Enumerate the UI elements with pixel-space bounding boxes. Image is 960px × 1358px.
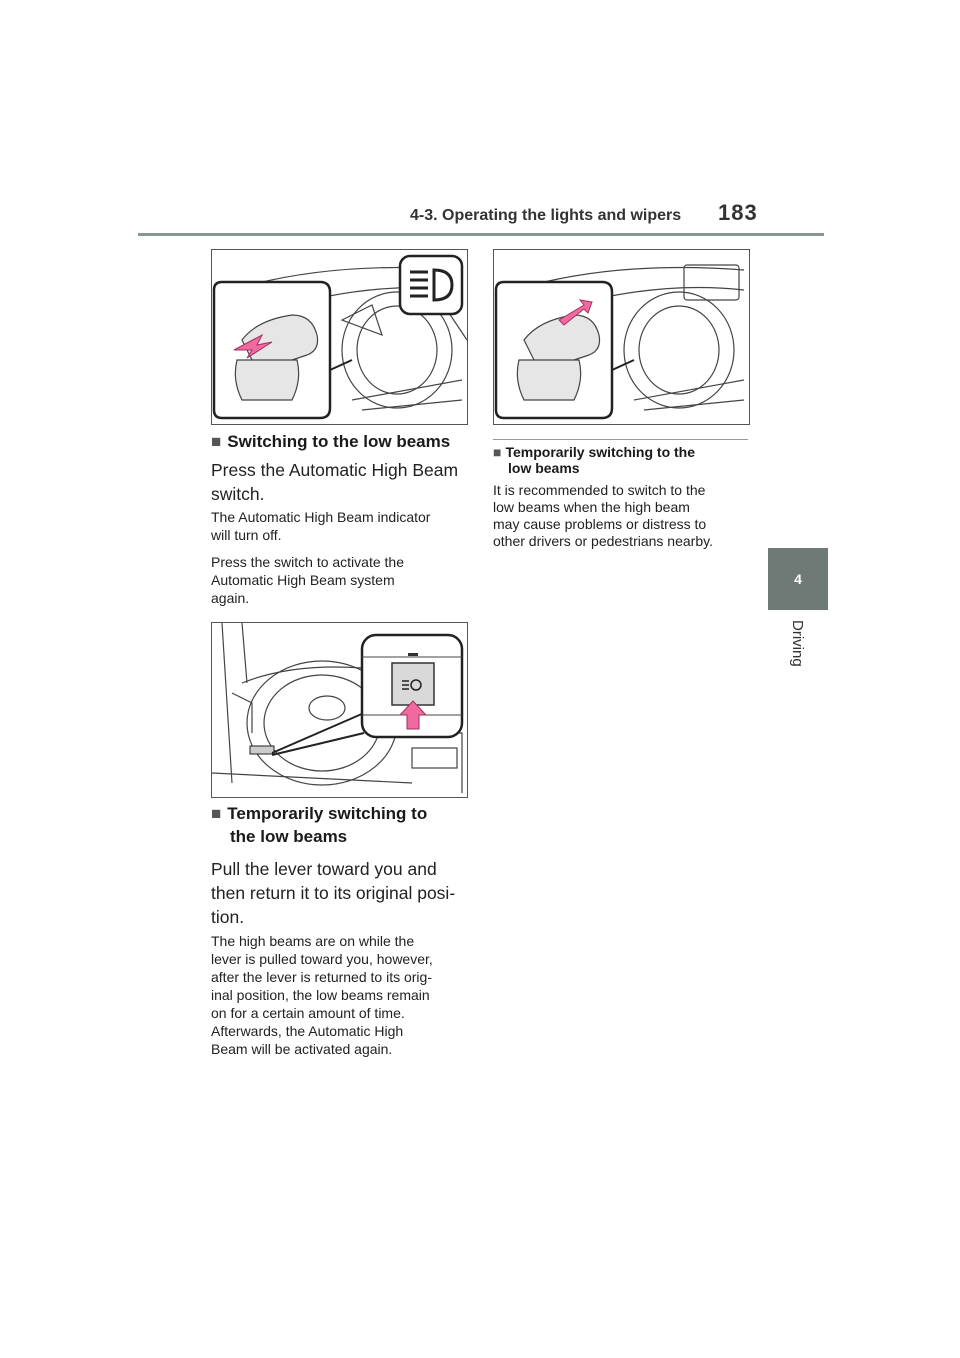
heading-switching-low-beams: ■ Switching to the low beams bbox=[211, 432, 451, 451]
figure-lever-push bbox=[211, 249, 468, 425]
right-body-text: It is recommended to switch to the low beams when the high beam may cause problems or distress to other drivers or pedestrians nearby. bbox=[493, 482, 713, 549]
section-header: 4-3. Operating the lights and wipers bbox=[410, 207, 682, 224]
instruction-pull-lever: Pull the lever toward you and then return it to its original posi- tion. bbox=[211, 859, 456, 927]
instruction-press-switch: Press the Automatic High Beam switch. bbox=[211, 460, 459, 504]
chapter-tab bbox=[768, 548, 828, 610]
heading-right-temporarily-switching: ■ Temporarily switching to the low beams bbox=[493, 444, 696, 476]
note-indicator-off: The Automatic High Beam indicator will turn off. bbox=[211, 509, 431, 543]
figure-ahb-switch bbox=[211, 622, 468, 798]
note-high-beams-on: The high beams are on while the lever is pulled toward you, however, after the lever is returned to its orig- inal position, the low beams remain on for a certain amount of time. Afterwards, the Automatic High Beam will be activated again. bbox=[211, 933, 433, 1057]
note-reactivate: Press the switch to activate the Automatic High Beam system again. bbox=[211, 554, 404, 606]
chapter-number: 4 bbox=[794, 571, 802, 587]
figure-lever-pull bbox=[493, 249, 750, 425]
heading-temporarily-switching: ■ Temporarily switching to the low beams bbox=[211, 804, 428, 846]
chapter-label: Driving bbox=[789, 620, 806, 667]
headlight-icon bbox=[400, 256, 462, 314]
section-divider bbox=[493, 439, 748, 440]
header-divider bbox=[138, 233, 824, 236]
page-number: 183 bbox=[718, 200, 758, 225]
